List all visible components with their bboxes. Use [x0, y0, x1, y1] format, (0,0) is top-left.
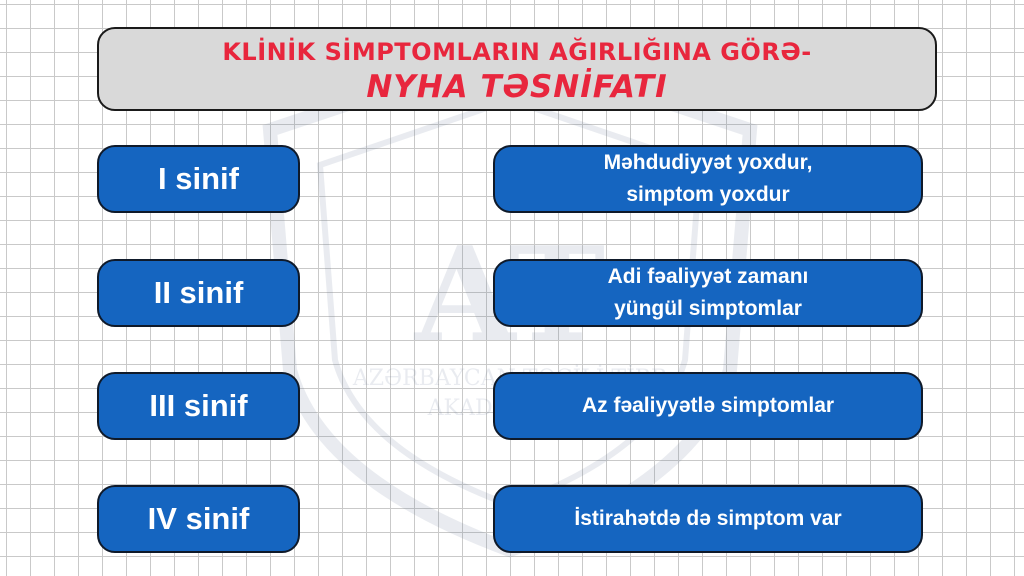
description-pill-4	[493, 485, 923, 553]
class-pill-2	[97, 259, 300, 327]
title-line-1: KLİNİK SİMPTOMLARIN AĞIRLIĞINA GÖRƏ-	[222, 38, 812, 66]
description-pill-2	[493, 259, 923, 327]
watermark-org-name: AZƏRBAYCAN	[352, 366, 516, 391]
class-label-4: IV sinif	[147, 501, 250, 536]
description-pill-1	[493, 145, 923, 213]
description-text-4: İstirahətdə də simptom var	[574, 507, 842, 530]
class-pill-1	[97, 145, 300, 213]
description-text-3: Az fəaliyyətlə simptomlar	[581, 394, 835, 417]
class-pill-3	[97, 372, 300, 440]
class-label-2: II sinif	[153, 275, 244, 310]
description-text-2: Adi fəaliyyət zamanı yüngül simptomlar	[607, 265, 809, 320]
class-label-1: I sinif	[158, 161, 239, 196]
title-line-2: NYHA TƏSNİFATI	[366, 69, 668, 105]
title-banner	[97, 27, 937, 111]
description-text-1: Məhdudiyyət yoxdur, simptom yoxdur	[603, 151, 813, 206]
class-label-3: III sinif	[149, 388, 248, 423]
description-pill-3	[493, 372, 923, 440]
class-pill-4	[97, 485, 300, 553]
